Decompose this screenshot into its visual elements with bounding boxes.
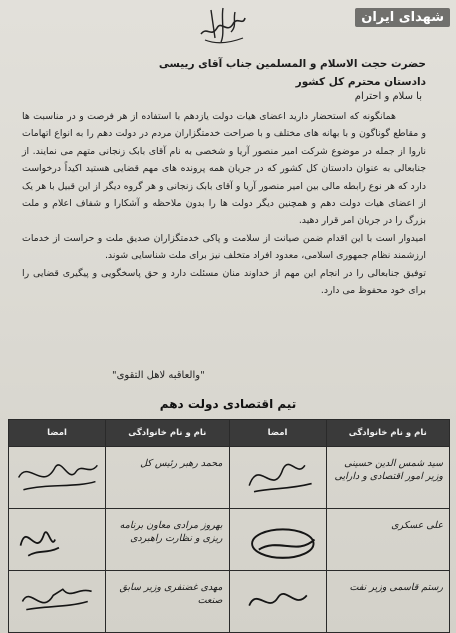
handwritten-name: سید شمس الدین حسینی وزیر امور اقتصادی و دارایی (334, 458, 443, 482)
handwritten-signature (9, 509, 105, 570)
handwritten-name: علی عسکری (391, 520, 443, 531)
signature-cell (229, 571, 326, 633)
body-paragraph: همانگونه که استحضار دارید اعضای هیات دولت یازدهم با استفاده از هر فرصت و در مناسبت ها و مقاطع گوناگون و با بهانه های مختلف و با صراحت خدمتگزاران مردم در دولت دهم را به انواع اتهامات ناروا از جمله در موضوع شرکت امیر منصور آریا و شخصی به نام آقای بابک زنجانی متهم می نمایند. از جنابعالی به عنوان دادستان کل کشور که در جریان همه پرونده های مهم قضایی هستید اکیداً درخواست دارد که هر نوع رابطه مالی بین امیر منصور آریا و آقای بابک زنجانی و هر گروه دیگر از این قبیل با هر یک از اعضای هیات دولت دهم و همچنین دیگر دولت ها را بدون ملاحظه و آشکارا و شفاف اعلام و ملت بزرگ را در جریان امر قرار دهید. (22, 111, 426, 227)
signature-cell (9, 509, 106, 571)
handwritten-name: محمد رهبر رئیس کل (140, 458, 223, 469)
signature-cell (229, 447, 326, 509)
handwritten-name: مهدی غضنفری وزیر سابق صنعت (119, 582, 223, 606)
column-header-name: نام و نام خانوادگی (326, 420, 449, 447)
addressee-title: حضرت حجت الاسلام و المسلمین جناب آقای رییسی (158, 58, 426, 70)
handwritten-name: بهروز مرادی معاون برنامه ریزی و نظارت راهبردی (119, 520, 223, 544)
body-paragraph: توفیق جنابعالی را در انجام این مهم از خداوند منان مسئلت دارد و حق پاسخگویی و پیگیری قضایی را برای خود محفوظ می دارد. (22, 267, 426, 297)
table-row (9, 571, 450, 633)
addressee-position: دادستان محترم کل کشور (295, 76, 426, 88)
name-cell (106, 447, 229, 509)
name-cell (326, 447, 449, 509)
signature-cell (229, 509, 326, 571)
closing-phrase: "والعاقبه لاهل التقوی" (112, 370, 205, 381)
letter-body (22, 108, 426, 299)
column-header-signature: امضا (229, 420, 326, 447)
handwritten-signature (9, 447, 105, 508)
column-header-name: نام و نام خانوادگی (106, 420, 229, 447)
handwritten-signature (9, 571, 105, 632)
signature-cell (9, 447, 106, 509)
table-header-row (9, 420, 450, 447)
body-paragraph: امیدوار است با این اقدام ضمن صیانت از سلامت و پاکی خدمتگزاران صدیق ملت و حراست از خدمات ارزشمند نظام جمهوری اسلامی، معدود افراد متخلف نیز برای ملت شناسایی شوند. (22, 232, 426, 262)
handwritten-signature (230, 509, 326, 570)
name-cell (106, 571, 229, 633)
column-header-signature: امضا (9, 420, 106, 447)
name-cell (326, 571, 449, 633)
name-cell (326, 509, 449, 571)
table-row (9, 509, 450, 571)
bismillah-calligraphy (197, 4, 249, 46)
name-cell (106, 509, 229, 571)
handwritten-name: رستم قاسمی وزیر نفت (349, 582, 443, 593)
site-watermark: شهدای ایران (355, 8, 450, 27)
table-row (9, 447, 450, 509)
handwritten-signature (230, 447, 326, 508)
greeting: با سلام و احترام (354, 91, 422, 102)
handwritten-signature (230, 571, 326, 632)
signature-table (8, 419, 450, 633)
signature-cell (9, 571, 106, 633)
table-title: تیم اقتصادی دولت دهم (159, 397, 297, 411)
